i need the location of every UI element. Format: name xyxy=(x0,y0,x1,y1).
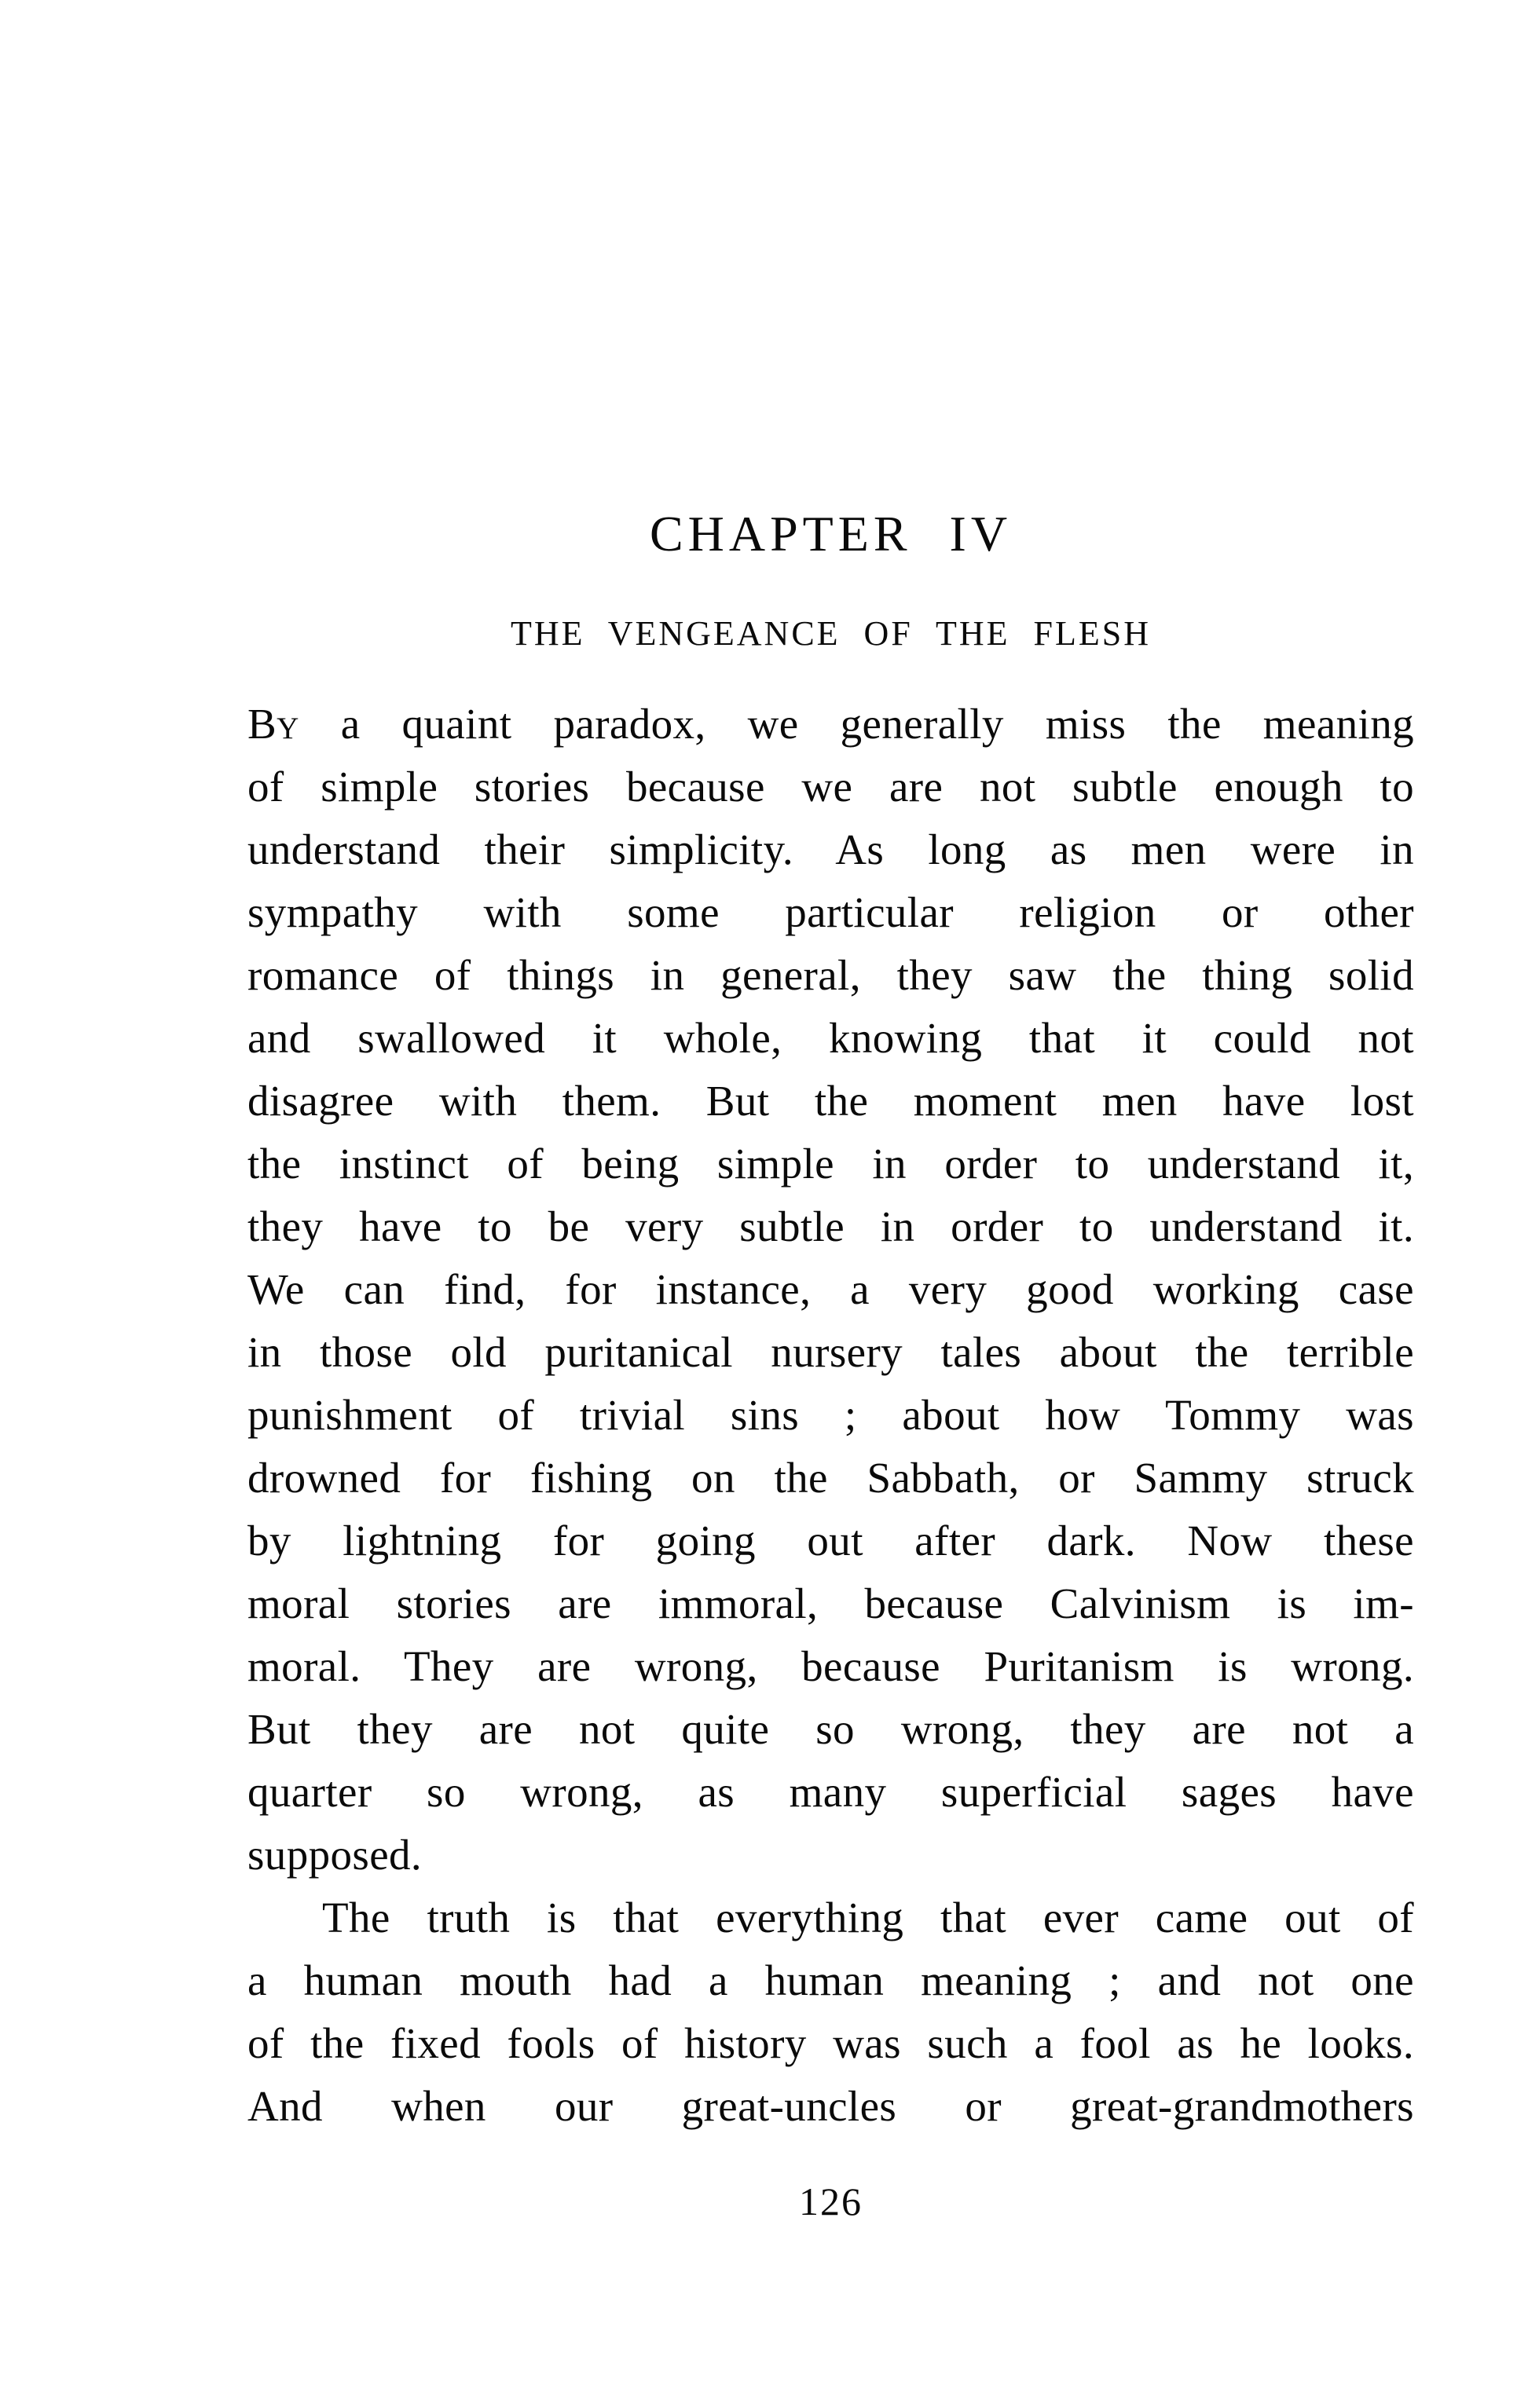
text-line: And when our great-uncles or great-grandmothers xyxy=(247,2082,1414,2130)
text-line: But they are not quite so wrong, they are not a xyxy=(247,1705,1414,1753)
text-line: moral. They are wrong, because Puritanism is wrong. xyxy=(247,1642,1414,1690)
lead-word: By xyxy=(247,700,299,748)
text-line: punishment of trivial sins ; about how Tommy was xyxy=(247,1391,1414,1439)
body-text xyxy=(247,693,1414,2138)
text-line: by lightning for going out after dark. Now these xyxy=(247,1517,1414,1564)
text-line: of the fixed fools of history was such a fool as he looks. xyxy=(247,2019,1414,2067)
text-line: quarter so wrong, as many superficial sages have xyxy=(247,1768,1414,1816)
paragraph-1 xyxy=(247,693,1414,1887)
text-line: and swallowed it whole, knowing that it could not xyxy=(247,1014,1414,1062)
text-line: of simple stories because we are not subtle enough to xyxy=(247,763,1414,811)
text-line: The truth is that everything that ever came out of xyxy=(322,1894,1414,1941)
text-line: romance of things in general, they saw the thing solid xyxy=(247,951,1414,999)
chapter-subtitle: THE VENGEANCE OF THE FLESH xyxy=(510,614,1152,653)
text-line: We can find, for instance, a very good working case xyxy=(247,1265,1414,1313)
text-line: moral stories are immoral, because Calvinism is im- xyxy=(247,1579,1414,1627)
text-line: drowned for fishing on the Sabbath, or Sammy struck xyxy=(247,1454,1414,1502)
page-number: 126 xyxy=(799,2179,863,2223)
text-line: the instinct of being simple in order to understand it, xyxy=(247,1140,1414,1188)
text-line: a human mouth had a human meaning ; and not one xyxy=(247,1956,1414,2004)
text-line xyxy=(247,693,1414,756)
text-line: in those old puritanical nursery tales about the terrible xyxy=(247,1328,1414,1376)
chapter-heading: CHAPTER IV xyxy=(649,506,1013,562)
text-line: disagree with them. But the moment men have lost xyxy=(247,1077,1414,1125)
text-line: supposed. xyxy=(247,1831,423,1879)
text-line: they have to be very subtle in order to understand it. xyxy=(247,1202,1414,1250)
paragraph-2 xyxy=(247,1887,1414,2138)
text-line-rest: a quaint paradox, we generally miss the meaning xyxy=(340,700,1414,748)
text-line: understand their simplicity. As long as men were in xyxy=(247,825,1414,873)
text-line: sympathy with some particular religion or other xyxy=(247,888,1414,936)
